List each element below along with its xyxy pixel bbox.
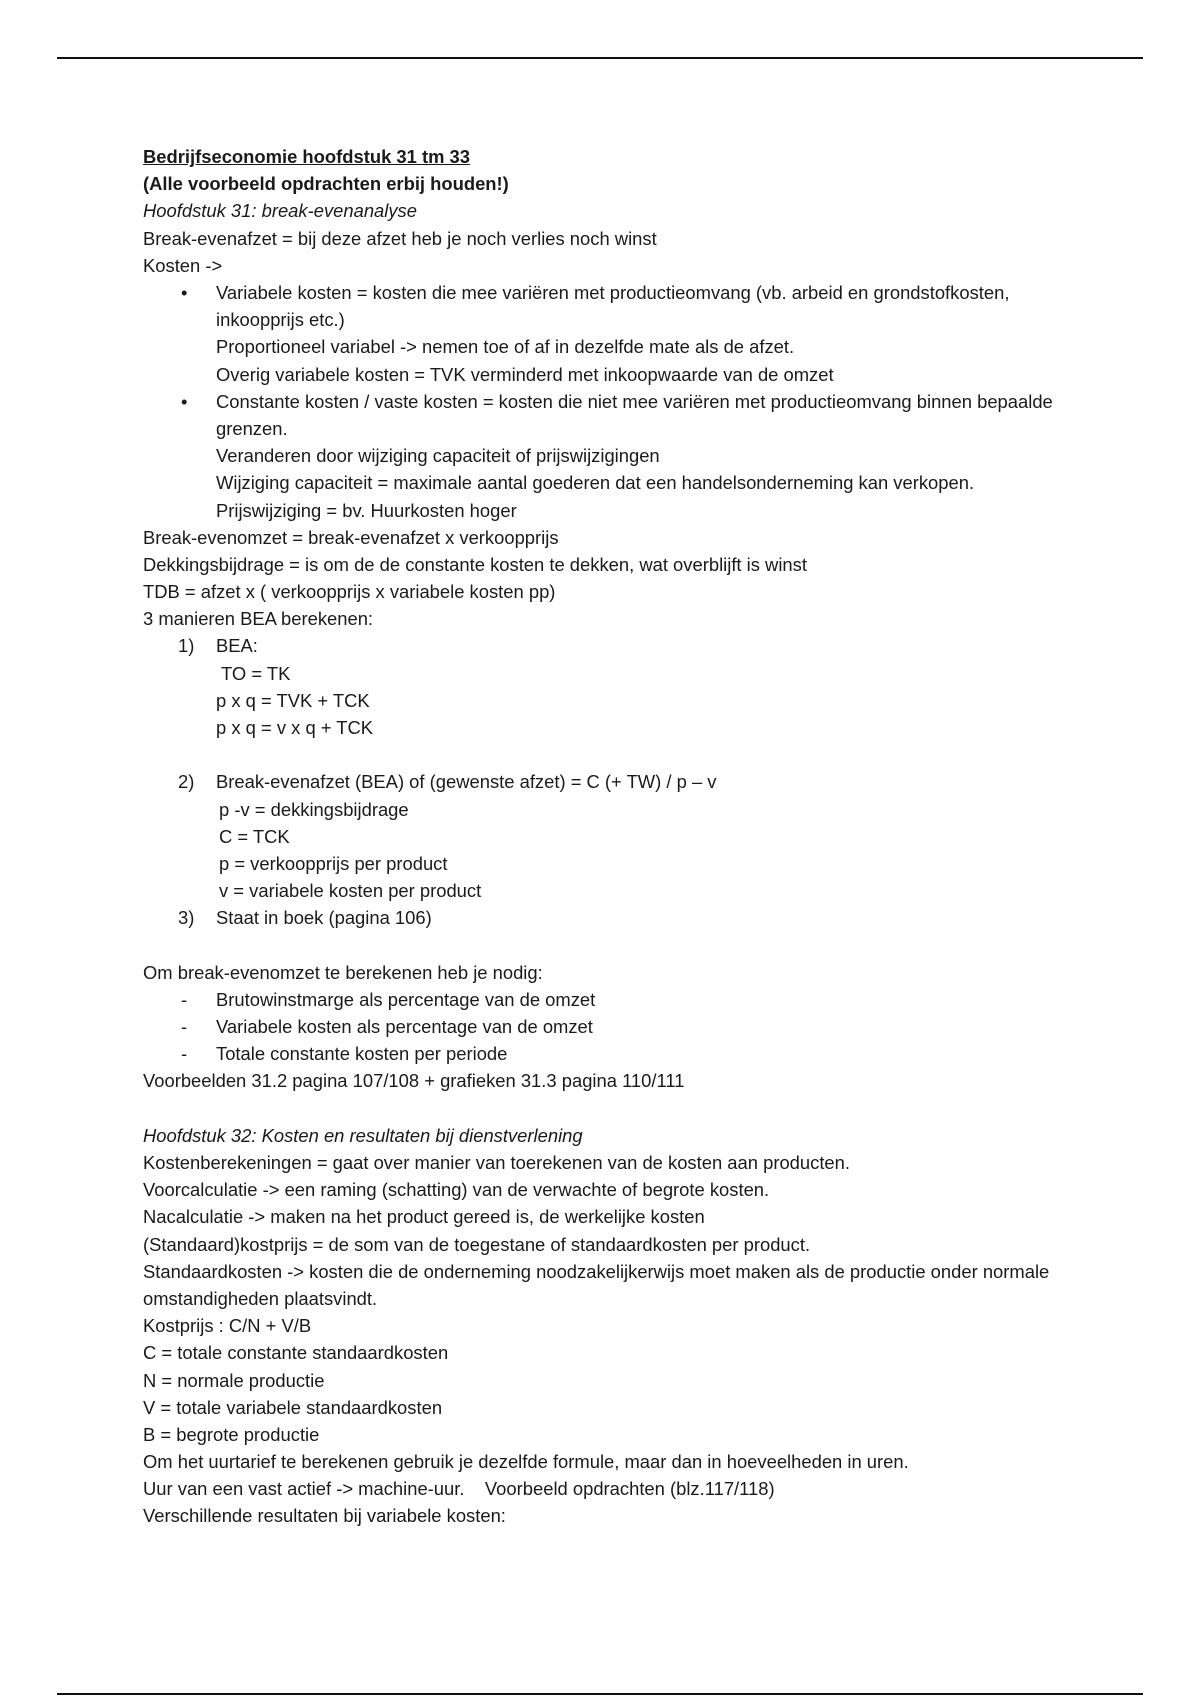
header-rule	[57, 57, 1143, 59]
number-marker: 2)	[178, 771, 195, 793]
formula-line: p = verkoopprijs per product	[219, 852, 448, 874]
paragraph-line: 3 manieren BEA berekenen:	[143, 608, 374, 630]
document-note: (Alle voorbeeld opdrachten erbij houden!)	[143, 173, 509, 195]
bullet-subline: Overig variabele kosten = TVK verminderd met inkoopwaarde van de omzet	[216, 363, 834, 385]
paragraph-line: C = totale constante standaardkosten	[143, 1342, 449, 1364]
paragraph-line: Voorcalculatie -> een raming (schatting) van de verwachte of begrote kosten.	[143, 1179, 770, 1201]
paragraph-line: Nacalculatie -> maken na het product gereed is, de werkelijke kosten	[143, 1206, 705, 1228]
formula-line: v = variabele kosten per product	[219, 880, 482, 902]
numbered-item	[143, 904, 1073, 931]
paragraph-line: Om break-evenomzet te berekenen heb je nodig:	[143, 961, 543, 983]
paragraph-line: Voorbeelden 31.2 pagina 107/108 + grafieken 31.3 pagina 110/111	[143, 1070, 685, 1092]
chapter-32-heading: Hoofdstuk 32: Kosten en resultaten bij dienstverlening	[143, 1124, 583, 1146]
dash-text: Brutowinstmarge als percentage van de omzet	[216, 988, 596, 1010]
paragraph-line: Kosten ->	[143, 254, 223, 276]
dash-text: Totale constante kosten per periode	[216, 1043, 508, 1065]
dash-marker: -	[181, 988, 188, 1010]
dash-marker: -	[181, 1016, 188, 1038]
paragraph-line: Dekkingsbijdrage = is om de de constante kosten te dekken, wat overblijft is winst	[143, 553, 807, 575]
dash-item	[143, 1013, 1073, 1040]
paragraph-line: V = totale variabele standaardkosten	[143, 1396, 443, 1418]
dash-marker: -	[181, 1043, 188, 1065]
chapter-31-heading: Hoofdstuk 31: break-evenanalyse	[143, 200, 417, 222]
bullet-text: Constante kosten / vaste kosten = kosten die niet mee variëren met productieomvang binnen bepaalde grenzen.	[216, 390, 1053, 439]
bullet-marker: •	[181, 281, 188, 303]
numbered-label: Break-evenafzet (BEA) of (gewenste afzet) = C (+ TW) / p – v	[216, 771, 717, 793]
spacer	[143, 932, 1073, 959]
number-marker: 1)	[178, 635, 195, 657]
paragraph-line: Break-evenafzet = bij deze afzet heb je noch verlies noch winst	[143, 227, 657, 249]
numbered-label: Staat in boek (pagina 106)	[216, 907, 432, 929]
document-title: Bedrijfseconomie hoofdstuk 31 tm 33	[143, 146, 471, 167]
number-marker: 3)	[178, 907, 195, 929]
bullet-text: Variabele kosten = kosten die mee variëren met productieomvang (vb. arbeid en grondstofkosten, inkoopprijs etc.)	[216, 281, 1010, 331]
bullet-subline: Wijziging capaciteit = maximale aantal goederen dat een handelsonderneming kan verkopen.	[216, 472, 975, 494]
paragraph-line: B = begrote productie	[143, 1423, 320, 1445]
paragraph-line: Uur van een vast actief -> machine-uur. Voorbeeld opdrachten (blz.117/118)	[143, 1478, 775, 1500]
spacer	[143, 741, 1073, 768]
paragraph-line: Break-evenomzet = break-evenafzet x verkoopprijs	[143, 526, 559, 548]
bullet-item	[143, 279, 1073, 388]
bullet-subline: Proportioneel variabel -> nemen toe of af in dezelfde mate als de afzet.	[216, 336, 795, 358]
paragraph-line: Verschillende resultaten bij variabele kosten:	[143, 1505, 506, 1527]
bullet-marker: •	[181, 390, 188, 412]
bullet-subline: Prijswijziging = bv. Huurkosten hoger	[216, 499, 517, 521]
numbered-item	[143, 768, 1073, 904]
paragraph-line: Om het uurtarief te berekenen gebruik je dezelfde formule, maar dan in hoeveelheden in uren.	[143, 1451, 909, 1473]
numbered-item	[143, 632, 1073, 741]
dash-item	[143, 986, 1073, 1013]
dash-item	[143, 1040, 1073, 1067]
formula-line: p x q = v x q + TCK	[216, 717, 374, 738]
paragraph-line: TDB = afzet x ( verkoopprijs x variabele kosten pp)	[143, 581, 556, 603]
formula-line: C = TCK	[219, 825, 290, 847]
paragraph-line: Kostenberekeningen = gaat over manier van toerekenen van de kosten aan producten.	[143, 1152, 850, 1173]
bullet-subline: Veranderen door wijziging capaciteit of prijswijzigingen	[216, 445, 660, 467]
paragraph-line: (Standaard)kostprijs = de som van de toegestane of standaardkosten per product.	[143, 1233, 811, 1255]
formula-line: TO = TK	[221, 662, 291, 684]
numbered-label: BEA:	[216, 635, 258, 657]
spacer	[143, 1095, 1073, 1122]
bullet-item	[143, 388, 1073, 524]
dash-text: Variabele kosten als percentage van de omzet	[216, 1016, 593, 1038]
formula-line: p x q = TVK + TCK	[216, 689, 370, 711]
footer-rule	[57, 1693, 1143, 1695]
document-body	[143, 143, 1073, 1530]
formula-line: p -v = dekkingsbijdrage	[219, 798, 409, 820]
paragraph-line: Standaardkosten -> kosten die de onderneming noodzakelijkerwijs moet maken als de productie onder normale omstandigheden plaatsvindt.	[143, 1260, 1050, 1309]
paragraph-line: N = normale productie	[143, 1369, 325, 1391]
paragraph-line: Kostprijs : C/N + V/B	[143, 1315, 312, 1337]
